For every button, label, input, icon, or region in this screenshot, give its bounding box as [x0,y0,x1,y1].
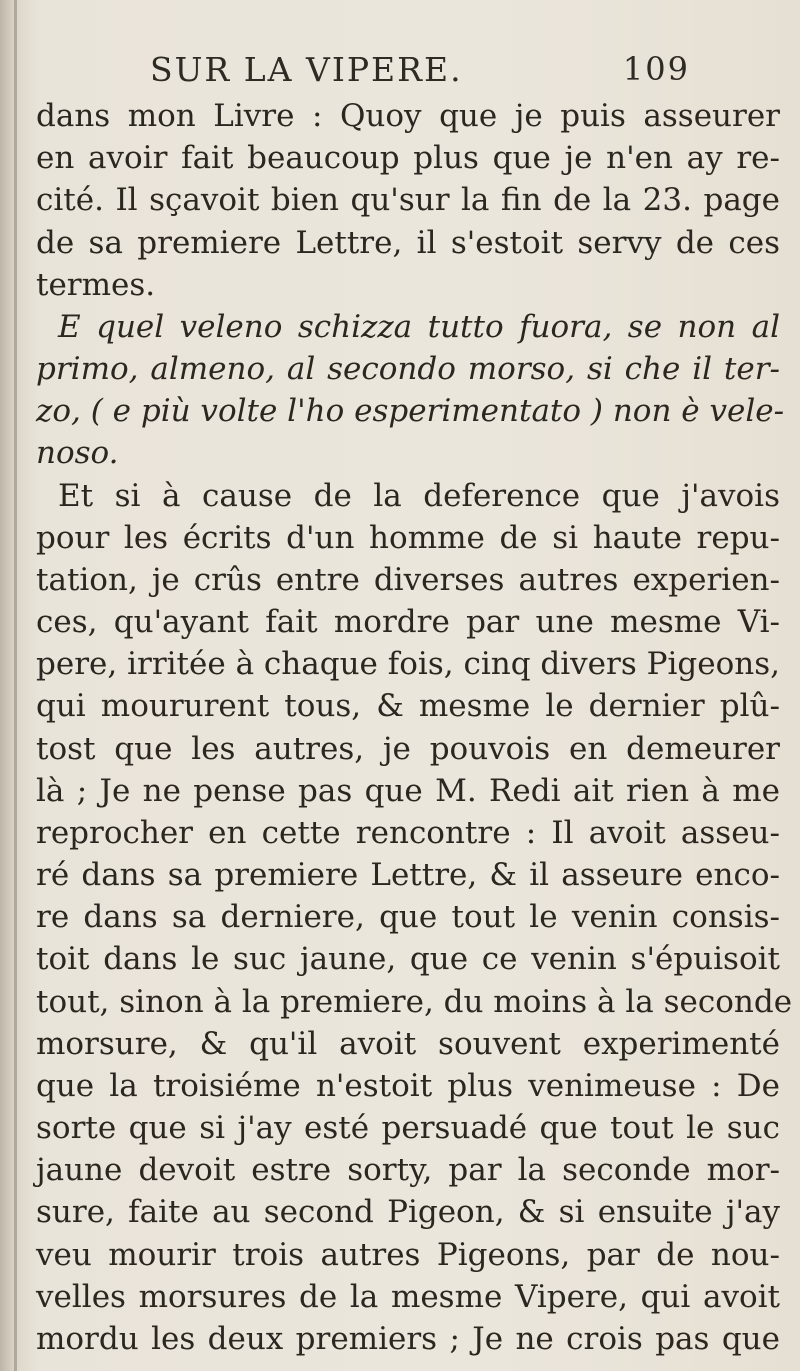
quote-line: zo, ( e più volte l'ho esperimentato ) non è vele- [36,393,785,430]
text-line: reprocher en cette rencontre : Il avoit asseu- [36,814,780,851]
text-line: jaune devoit estre sorty, par la seconde mor- [36,1152,780,1189]
text-line: re dans sa derniere, que tout le venin consis- [36,899,780,936]
page-gutter-shadow [14,0,17,1371]
text-line: dans mon Livre : Quoy que je puis asseurer [36,98,780,134]
quote-line: noso. [36,435,119,472]
page-header [150,50,690,90]
text-line: cité. Il sçavoit bien qu'sur la fin de la 23. page [36,182,780,219]
text-line: veu mourir trois autres Pigeons, par de nou- [36,1236,780,1273]
text-line: mordu les deux premiers ; Je ne crois pas que [36,1321,780,1357]
quote-line: E quel veleno schizza tutto fuora, se non al [58,308,780,345]
page-number: 109 [622,50,690,88]
running-head: SUR LA VIPERE. [150,50,463,89]
text-line: ces, qu'ayant fait mordre par une mesme Vi- [36,604,780,641]
text-line: tost que les autres, je pouvois en demeurer [36,730,780,767]
text-line: ré dans sa premiere Lettre, & il asseure enco- [36,857,780,894]
text-line: morsure, & qu'il avoit souvent experimenté [36,1025,780,1062]
text-line: sure, faite au second Pigeon, & si ensuite j'ay [36,1194,780,1231]
text-line: de sa premiere Lettre, il s'estoit servy de ces [36,224,780,261]
text-line: là ; Je ne pense pas que M. Redi ait rien à me [36,772,780,809]
text-line: tation, je crûs entre diverses autres experien- [36,561,780,598]
text-line: tout, sinon à la premiere, du moins à la seconde [36,983,793,1020]
text-line: velles morsures de la mesme Vipere, qui avoit [36,1278,780,1315]
text-line: que la troisiéme n'estoit plus venimeuse : De [36,1067,780,1104]
text-line: pour les écrits d'un homme de si haute repu- [36,519,780,556]
text-line: qui moururent tous, & mesme le dernier plû- [36,688,780,725]
text-line: Et si à cause de la deference que j'avois [58,477,780,514]
text-line: en avoir fait beaucoup plus que je n'en ay re- [36,140,780,177]
quote-line: primo, almeno, al secondo morso, si che il ter- [36,351,780,388]
text-line: termes. [36,266,156,303]
text-line: sorte que si j'ay esté persuadé que tout le suc [36,1110,780,1147]
text-line: pere, irritée à chaque fois, cinq divers Pigeons, [36,646,780,683]
text-line: toit dans le suc jaune, que ce venin s'épuisoit [36,941,780,978]
